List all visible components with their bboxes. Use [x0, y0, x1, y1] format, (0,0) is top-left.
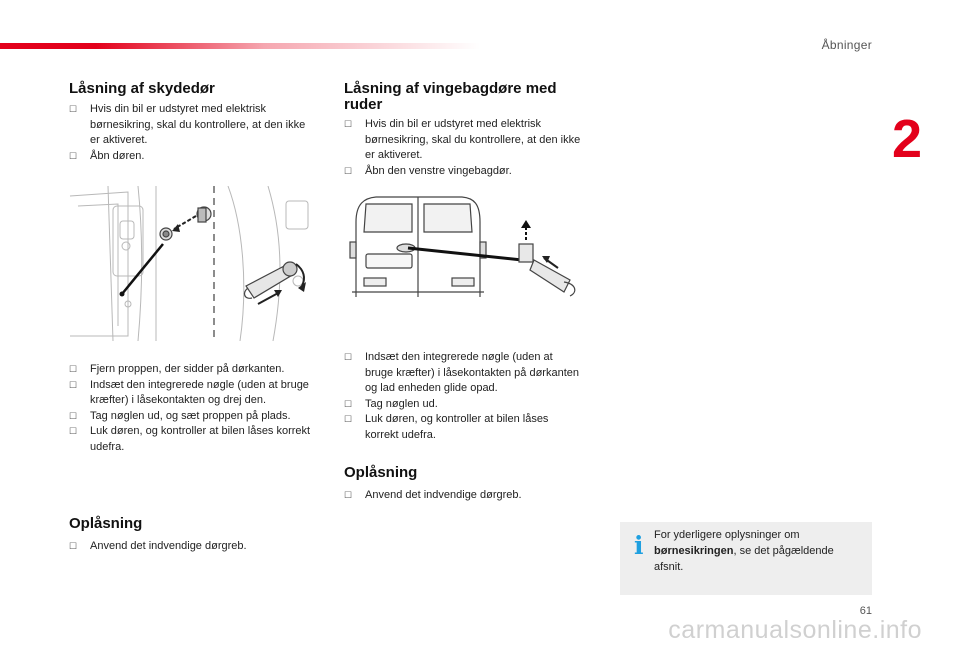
info-box	[620, 522, 872, 595]
info-text-end: , se det pågældende afsnit.	[654, 545, 834, 573]
left-title: Låsning af skydedør	[69, 80, 215, 97]
chapter-number: 2	[891, 109, 922, 169]
list-item: ☐ Hvis din bil er udstyret med elektrisk børnesikring, skal du kontrollere, at den ikke er aktiveret.	[69, 102, 309, 149]
list-item: ☐ Hvis din bil er udstyret med elektrisk børnesikring, skal du kontrollere, at den ikke er aktiveret.	[344, 117, 584, 164]
list-item: ☐ Tag nøglen ud.	[344, 397, 579, 413]
left-intro-list	[69, 102, 309, 164]
info-icon: i	[634, 531, 644, 560]
header-accent-bar	[0, 43, 480, 49]
section-title: Åbninger	[821, 38, 872, 52]
list-item: ☐ Tag nøglen ud, og sæt proppen på plads.	[69, 409, 319, 425]
van-rear-doors-lock-illustration	[344, 192, 580, 302]
right-unlock-title: Oplåsning	[344, 464, 418, 481]
right-steps-list	[344, 350, 579, 443]
list-item: ☐ Luk døren, og kontroller at bilen låses korrekt udefra.	[344, 412, 579, 443]
list-item: ☐ Åbn den venstre vingebagdør.	[344, 164, 584, 180]
list-item: ☐ Åbn døren.	[69, 149, 309, 165]
right-intro-list	[344, 117, 584, 179]
list-item: ☐ Fjern proppen, der sidder på dørkanten.	[69, 362, 319, 378]
right-title: Låsning af vingebagdøre med ruder	[344, 80, 557, 113]
list-item: ☐ Anvend det indvendige dørgreb.	[344, 488, 579, 504]
left-steps-list	[69, 362, 319, 455]
left-unlock-list	[69, 539, 319, 555]
list-item: ☐ Indsæt den integrerede nøgle (uden at bruge kræfter) i låsekontakten og drej den.	[69, 378, 319, 409]
list-item: ☐ Anvend det indvendige dørgreb.	[69, 539, 319, 555]
page-number: 61	[859, 605, 872, 617]
info-text-bold: børnesikringen	[654, 545, 734, 557]
list-item: ☐ Luk døren, og kontroller at bilen låses korrekt udefra.	[69, 424, 319, 455]
info-text-start: For yderligere oplysninger om	[654, 529, 800, 541]
sliding-door-lock-illustration	[68, 186, 320, 341]
list-item: ☐ Indsæt den integrerede nøgle (uden at bruge kræfter) i låsekontakten på dørkanten og lad enheden glide opad.	[344, 350, 579, 397]
info-text	[654, 527, 864, 575]
left-unlock-title: Oplåsning	[69, 515, 143, 532]
right-unlock-list	[344, 488, 579, 504]
watermark: carmanualsonline.info	[668, 616, 922, 644]
